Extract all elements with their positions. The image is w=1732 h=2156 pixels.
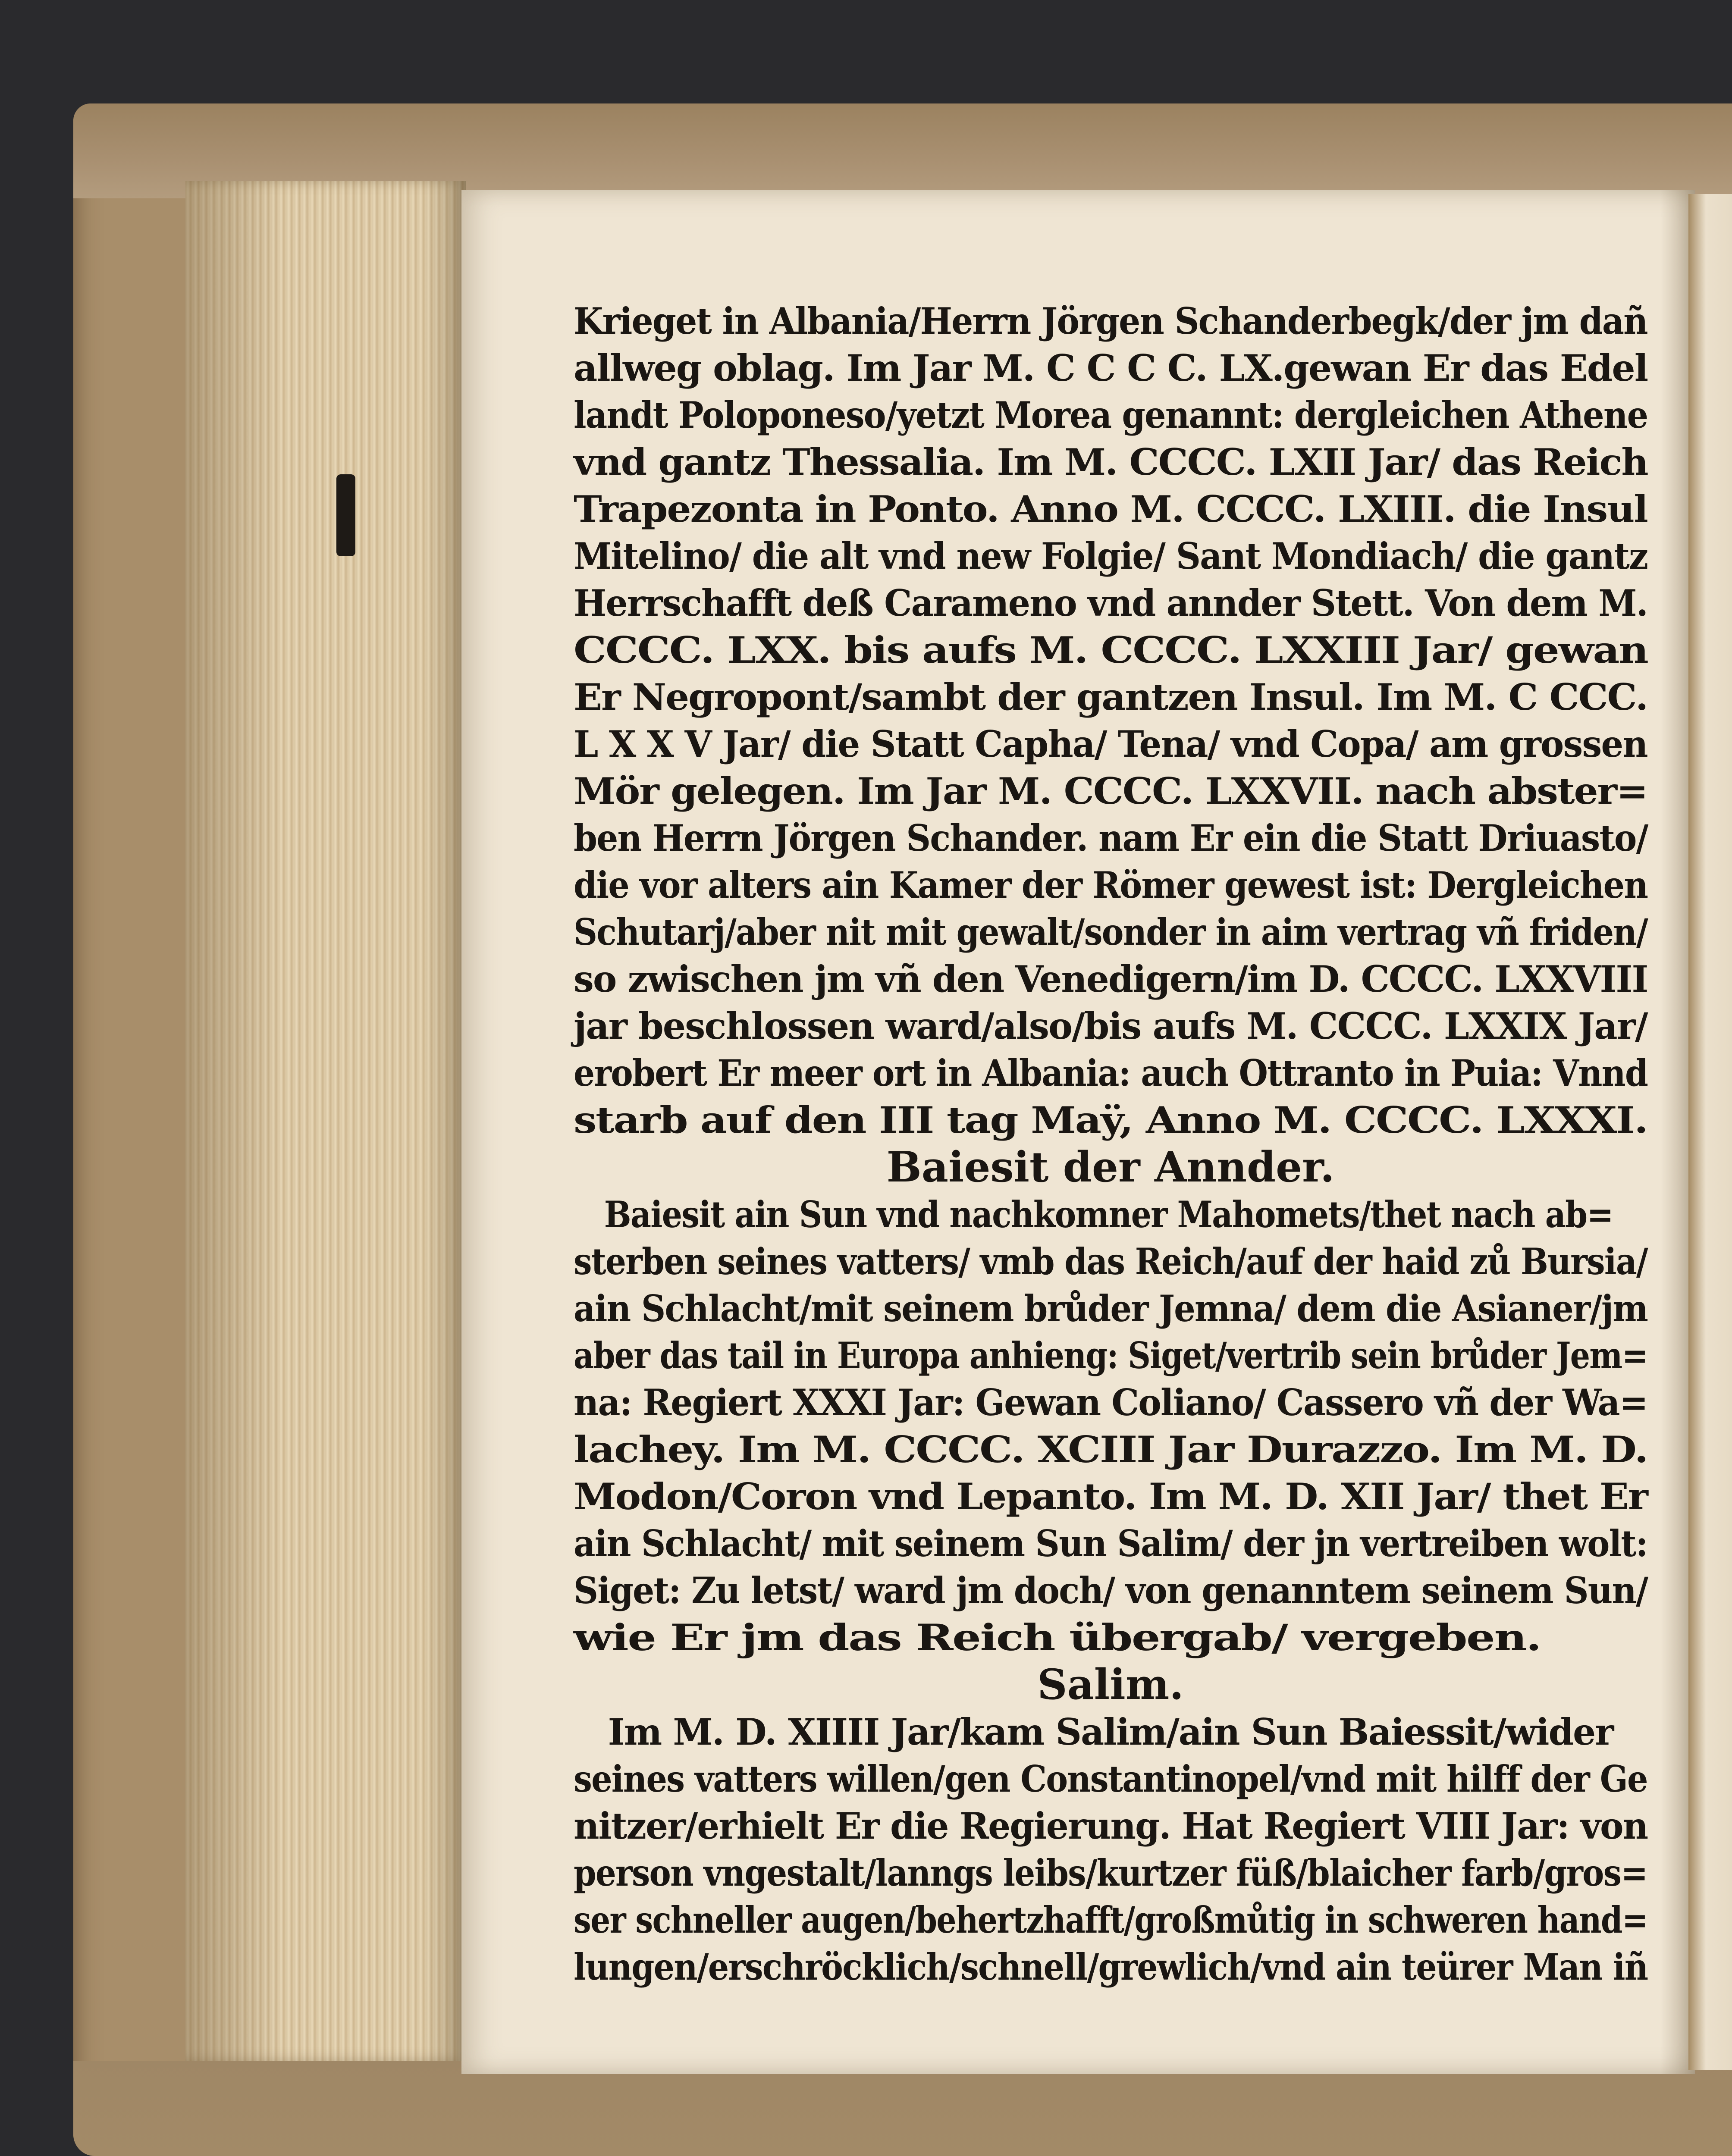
text-line: vnd gantz Thessalia. Im M. CCCC. LXII Jar/ das Reich: [574, 441, 1648, 483]
section-heading: Salim.: [1037, 1660, 1184, 1709]
binding-mark: [336, 474, 355, 556]
paragraph-continuation: [574, 298, 1647, 1144]
page-text: [574, 298, 1647, 1990]
text-line: starb auf den III tag Maÿ, Anno M. CCCC. LXXXI.: [574, 1099, 1647, 1141]
text-line: wie Er jm das Reich übergab/ vergeben.: [574, 1616, 1541, 1659]
text-line: CCCC. LXX. bis aufs M. CCCC. LXXIII Jar/ gewan: [574, 629, 1648, 671]
text-line: Herrschafft deß Carameno vnd annder Stett. Von dem M.: [574, 582, 1647, 624]
text-line: Modon/Coron vnd Lepanto. Im M. D. XII Jar/ thet Er: [574, 1475, 1647, 1518]
text-line: Mör gelegen. Im Jar M. CCCC. LXXVII. nach abster=: [574, 770, 1647, 812]
section-heading: Baiesit der Annder.: [886, 1143, 1335, 1191]
text-line: person vngestalt/lanngs leibs/kurtzer füß/blaicher farb/gros=: [574, 1852, 1647, 1894]
text-line: ben Herrn Jörgen Schander. nam Er ein die Statt Driuasto/: [574, 817, 1648, 859]
text-line: Er Negropont/sambt der gantzen Insul. Im M. C CCC.: [574, 676, 1648, 718]
text-line: allweg oblag. Im Jar M. C C C C. LX.gewan Er das Edel: [574, 347, 1648, 389]
text-line: Mitelino/ die alt vnd new Folgie/ Sant Mondiach/ die gantz: [574, 535, 1648, 577]
text-line: jar beschlossen ward/also/bis aufs M. CCCC. LXXIX Jar/: [574, 1005, 1647, 1047]
page-stack-shading: [185, 181, 466, 2061]
text-line: ser schneller augen/behertzhafft/großmůtig in schweren hand=: [574, 1899, 1647, 1941]
text-line: erobert Er meer ort in Albania: auch Ottranto in Puia: Vnnd: [574, 1052, 1648, 1094]
text-line: sterben seines vatters/ vmb das Reich/auf der haid zů Bursia/: [574, 1240, 1647, 1283]
text-line: Schutarj/aber nit mit gewalt/sonder in aim vertrag vñ friden/: [574, 911, 1647, 953]
text-line: Siget: Zu letst/ ward jm doch/ von genanntem seinem Sun/: [574, 1569, 1648, 1612]
text-line: nitzer/erhielt Er die Regierung. Hat Regiert VIII Jar: von: [574, 1805, 1648, 1847]
text-line: lungen/erschröcklich/schnell/grewlich/vnd ain teürer Man iñ: [574, 1946, 1648, 1988]
text-line: Im M. D. XIIII Jar/kam Salim/ain Sun Baiessit/wider: [608, 1711, 1613, 1753]
text-line: so zwischen jm vñ den Venedigern/im D. CCCC. LXXVIII: [574, 958, 1648, 1000]
text-line: Krieget in Albania/Herrn Jörgen Schanderbegk/der jm dañ: [574, 300, 1647, 342]
book-cover-bottom-edge: [73, 2061, 1732, 2156]
text-line: na: Regiert XXXI Jar: Gewan Coliano/ Cassero vñ der Wa=: [574, 1381, 1648, 1424]
text-line: die vor alters ain Kamer der Römer gewest ist: Dergleichen: [574, 864, 1648, 906]
paragraph: [574, 1191, 1647, 1661]
text-line: ain Schlacht/mit seinem brůder Jemna/ dem die Asianer/jm: [574, 1287, 1648, 1330]
text-line: Trapezonta in Ponto. Anno M. CCCC. LXIII. die Insul: [574, 488, 1647, 530]
text-line: landt Poloponeso/yetzt Morea genannt: dergleichen Athene: [574, 394, 1648, 436]
text-line: Baiesit ain Sun vnd nachkomner Mahomets/thet nach ab=: [604, 1193, 1613, 1236]
text-line: seines vatters willen/gen Constantinopel/vnd mit hilff der Ge: [574, 1758, 1647, 1800]
text-line: ain Schlacht/ mit seinem Sun Salim/ der jn vertreiben wolt:: [574, 1522, 1647, 1565]
text-line: lachey. Im M. CCCC. XCIII Jar Durazzo. Im M. D.: [574, 1428, 1648, 1471]
text-line: aber das tail in Europa anhieng: Siget/vertrib sein brůder Jem=: [574, 1334, 1647, 1377]
text-line: L X X V Jar/ die Statt Capha/ Tena/ vnd Copa/ am grossen: [574, 723, 1647, 765]
paragraph: [574, 1708, 1647, 1990]
